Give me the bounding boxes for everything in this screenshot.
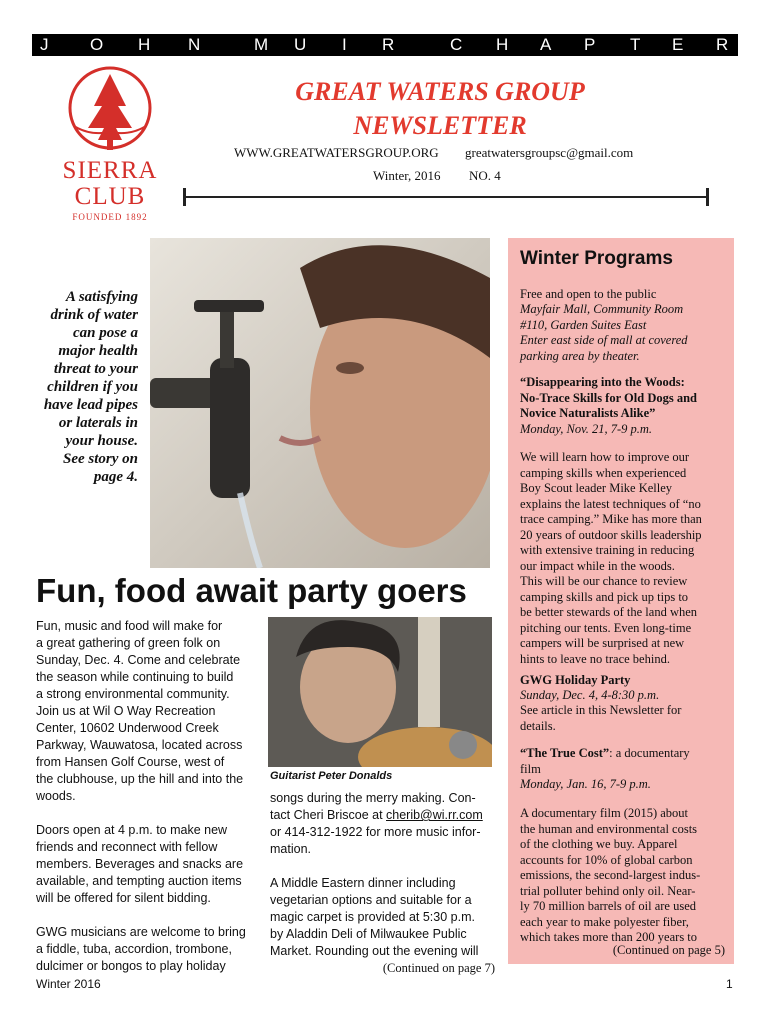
program2-desc-line: See article in this Newsletter for	[520, 703, 682, 717]
program1-desc-line: our impact while in the woods.	[520, 558, 675, 573]
program3-title-suffix: : a documentary	[609, 746, 690, 760]
caption-line: can pose a	[73, 325, 138, 341]
location-line: #110, Garden Suites East	[520, 317, 647, 332]
chapter-letter: C	[450, 35, 463, 54]
header-divider	[183, 196, 709, 198]
newsletter-title-line1: GREAT WATERS GROUP	[295, 77, 585, 106]
location-line: Mayfair Mall, Community Room	[520, 302, 684, 316]
program1-title-line: No-Trace Skills for Old Dogs and	[520, 390, 697, 405]
article-line: Doors open at 4 p.m. to make new	[36, 823, 228, 837]
program1-desc-line: be better stewards of the land when	[520, 605, 698, 619]
sidebar-continued: (Continued on page 5)	[612, 943, 725, 957]
article-paragraph	[36, 924, 261, 975]
article-line: a fiddle, tuba, accordion, trombone,	[36, 942, 232, 956]
article-paragraph	[36, 822, 261, 907]
program3-desc-line: each year to make polyester fiber,	[520, 914, 689, 929]
boy-drinking-photo	[150, 238, 490, 568]
article-line: Center, 10602 Underwood Creek	[36, 721, 219, 735]
program1-desc-line: This will be our chance to review	[520, 574, 688, 588]
program1-desc-line: trace camping.” Mike has more than	[520, 512, 702, 526]
logo-club-text: CLUB	[74, 183, 146, 210]
article-line: magic carpet is provided at 5:30 p.m.	[270, 910, 475, 924]
program2-date: Sunday, Dec. 4, 4-8:30 p.m.	[520, 688, 660, 702]
chapter-letter: U	[294, 35, 307, 54]
program1-desc-line: pitching our tents. Even long-time	[520, 620, 692, 635]
article-line: GWG musicians are welcome to bring	[36, 925, 246, 939]
caption-line: children if you	[47, 379, 138, 395]
program1-desc-line: We will learn how to improve our	[520, 450, 690, 464]
program1-title-line: Novice Naturalists Alike”	[520, 406, 656, 420]
chapter-letter: R	[382, 35, 395, 54]
chapter-letter: J	[40, 35, 49, 54]
program1-desc-line: explains the latest techniques of “no	[520, 496, 701, 511]
article-line: woods.	[36, 789, 76, 803]
article-column-1	[36, 618, 261, 992]
caption-line: A satisfying	[65, 289, 138, 305]
program1-date: Monday, Nov. 21, 7-9 p.m.	[520, 422, 653, 436]
sierra-club-logo	[60, 66, 160, 226]
program2-desc-line: details.	[520, 718, 556, 733]
program1-description	[520, 450, 728, 667]
photo-caption	[38, 288, 138, 486]
program1-title	[520, 375, 728, 422]
article-line: songs during the merry making. Con-	[270, 791, 476, 805]
article-line: vegetarian options and suitable for a	[270, 893, 472, 907]
guitar-photo-caption: Guitarist Peter Donalds	[270, 770, 393, 782]
caption-line: page 4.	[93, 469, 138, 485]
logo-sierra-text: SIERRA	[62, 157, 158, 184]
page-number: 1	[726, 977, 733, 991]
program2-title: GWG Holiday Party	[520, 673, 631, 687]
program1-desc-line: Boy Scout leader Mike Kelley	[520, 481, 673, 495]
caption-line: See story on	[63, 451, 138, 467]
program3-desc-line: ly 70 million barrels of oil are used	[520, 899, 697, 913]
article-line: the season while continuing to build	[36, 670, 234, 684]
article-paragraph	[270, 875, 495, 960]
location-line: Enter east side of mall at covered	[520, 333, 688, 347]
caption-line: threat to your	[53, 361, 138, 377]
program1-desc-line: campers will be surprised at new	[520, 636, 685, 650]
program1-desc-line: camping skills and pick up tips to	[520, 589, 689, 604]
program3-description	[520, 806, 728, 946]
caption-line: drink of water	[50, 307, 138, 323]
sidebar-heading: Winter Programs	[520, 248, 673, 269]
chapter-letter: H	[496, 35, 509, 54]
program1-desc-line: camping skills when experienced	[520, 465, 687, 480]
chapter-letter: H	[138, 35, 151, 54]
article-line: Parkway, Wauwatosa, located across	[36, 738, 243, 752]
chapter-letter: N	[188, 35, 201, 54]
caption-line: have lead pipes	[43, 397, 138, 413]
chapter-letter: T	[630, 35, 641, 54]
program2-description	[520, 703, 728, 734]
chapter-letter: R	[716, 35, 729, 54]
chapter-letter: A	[540, 35, 552, 54]
article-line: from Hansen Golf Course, west of	[36, 755, 225, 769]
chapter-letter: O	[90, 35, 104, 54]
program3-desc-line: the human and environmental costs	[520, 821, 698, 836]
article-paragraph	[36, 618, 261, 805]
chapter-letter: M	[254, 35, 269, 54]
program3-desc-line: A documentary film (2015) about	[520, 806, 689, 820]
program3-desc-line: which takes more than 200 years to	[520, 930, 698, 944]
article-line: available, and tempting auction items	[36, 874, 242, 888]
article-line: or 414-312-1922 for more music infor-	[270, 825, 481, 839]
article-line: A Middle Eastern dinner including	[270, 876, 456, 890]
sidebar-location	[520, 302, 728, 364]
article-line: friends and reconnect with fellow	[36, 840, 218, 854]
article-paragraph	[270, 790, 495, 858]
program3-desc-line: trial polluter behind only oil. Near-	[520, 883, 696, 898]
article-continued: (Continued on page 7)	[382, 961, 495, 975]
program3-title-bold: “The True Cost”	[520, 746, 610, 760]
article-line: by Aladdin Deli of Milwaukee Public	[270, 927, 467, 941]
footer-issue: Winter 2016	[36, 977, 101, 991]
chapter-banner	[32, 34, 738, 56]
caption-line: your house.	[65, 433, 138, 449]
article-line: will be offered for silent bidding.	[36, 891, 211, 905]
caption-line: major health	[58, 343, 138, 359]
article-line: Market. Rounding out the evening will	[270, 944, 479, 958]
article-line: Fun, music and food will make for	[36, 619, 223, 633]
article-column-2	[270, 790, 495, 977]
article-line: members. Beverages and snacks are	[36, 857, 244, 871]
program3-desc-line: accounts for 10% of global carbon	[520, 852, 693, 867]
guitarist-photo	[268, 617, 492, 767]
logo-founded-text: FOUNDED 1892	[72, 212, 148, 222]
program3-title-line2: film	[520, 761, 541, 776]
article-line: a strong environmental community.	[36, 687, 230, 701]
article-line: tact Cheri Briscoe at cherib@wi.rr.com	[270, 808, 483, 822]
chapter-letter: P	[584, 35, 596, 54]
location-line: parking area by theater.	[520, 348, 640, 363]
caption-line: or laterals in	[58, 415, 138, 431]
website-link[interactable]: WWW.GREATWATERSGROUP.ORG	[234, 145, 439, 160]
article-line: mation.	[270, 842, 311, 856]
email-link[interactable]: greatwatersgroupsc@gmail.com	[465, 145, 634, 160]
contact-email-link[interactable]: cherib@wi.rr.com	[386, 808, 483, 822]
program1-title-line: “Disappearing into the Woods:	[520, 375, 685, 389]
issue-date: Winter, 2016	[373, 168, 441, 183]
program1-desc-line: hints to leave no trace behind.	[520, 651, 670, 666]
program3-desc-line: of the clothing we buy. Apparel	[520, 837, 678, 851]
sidebar-intro: Free and open to the public	[520, 287, 657, 301]
article-line: Sunday, Dec. 4. Come and celebrate	[36, 653, 241, 667]
article-line: a great gathering of green folk on	[36, 636, 221, 650]
program3-title	[520, 746, 728, 777]
program1-desc-line: 20 years of outdoor skills leadership	[520, 527, 702, 542]
article-line: dulcimer or bongos to play holiday	[36, 959, 226, 973]
issue-number: NO. 4	[469, 168, 501, 183]
article-line: the clubhouse, up the hill and into the	[36, 772, 244, 786]
program3-desc-line: emissions, the second-largest indus-	[520, 868, 701, 882]
newsletter-title-line2: NEWSLETTER	[353, 111, 527, 140]
chapter-letter: E	[672, 35, 684, 54]
program1-desc-line: with extensive training in reducing	[520, 543, 695, 557]
winter-programs-sidebar	[508, 238, 734, 964]
article-line: Join us at Wil O Way Recreation	[36, 704, 216, 718]
chapter-letter: I	[342, 35, 347, 54]
program3-date: Monday, Jan. 16, 7-9 p.m.	[520, 777, 651, 791]
article-headline: Fun, food await party goers	[36, 572, 467, 609]
